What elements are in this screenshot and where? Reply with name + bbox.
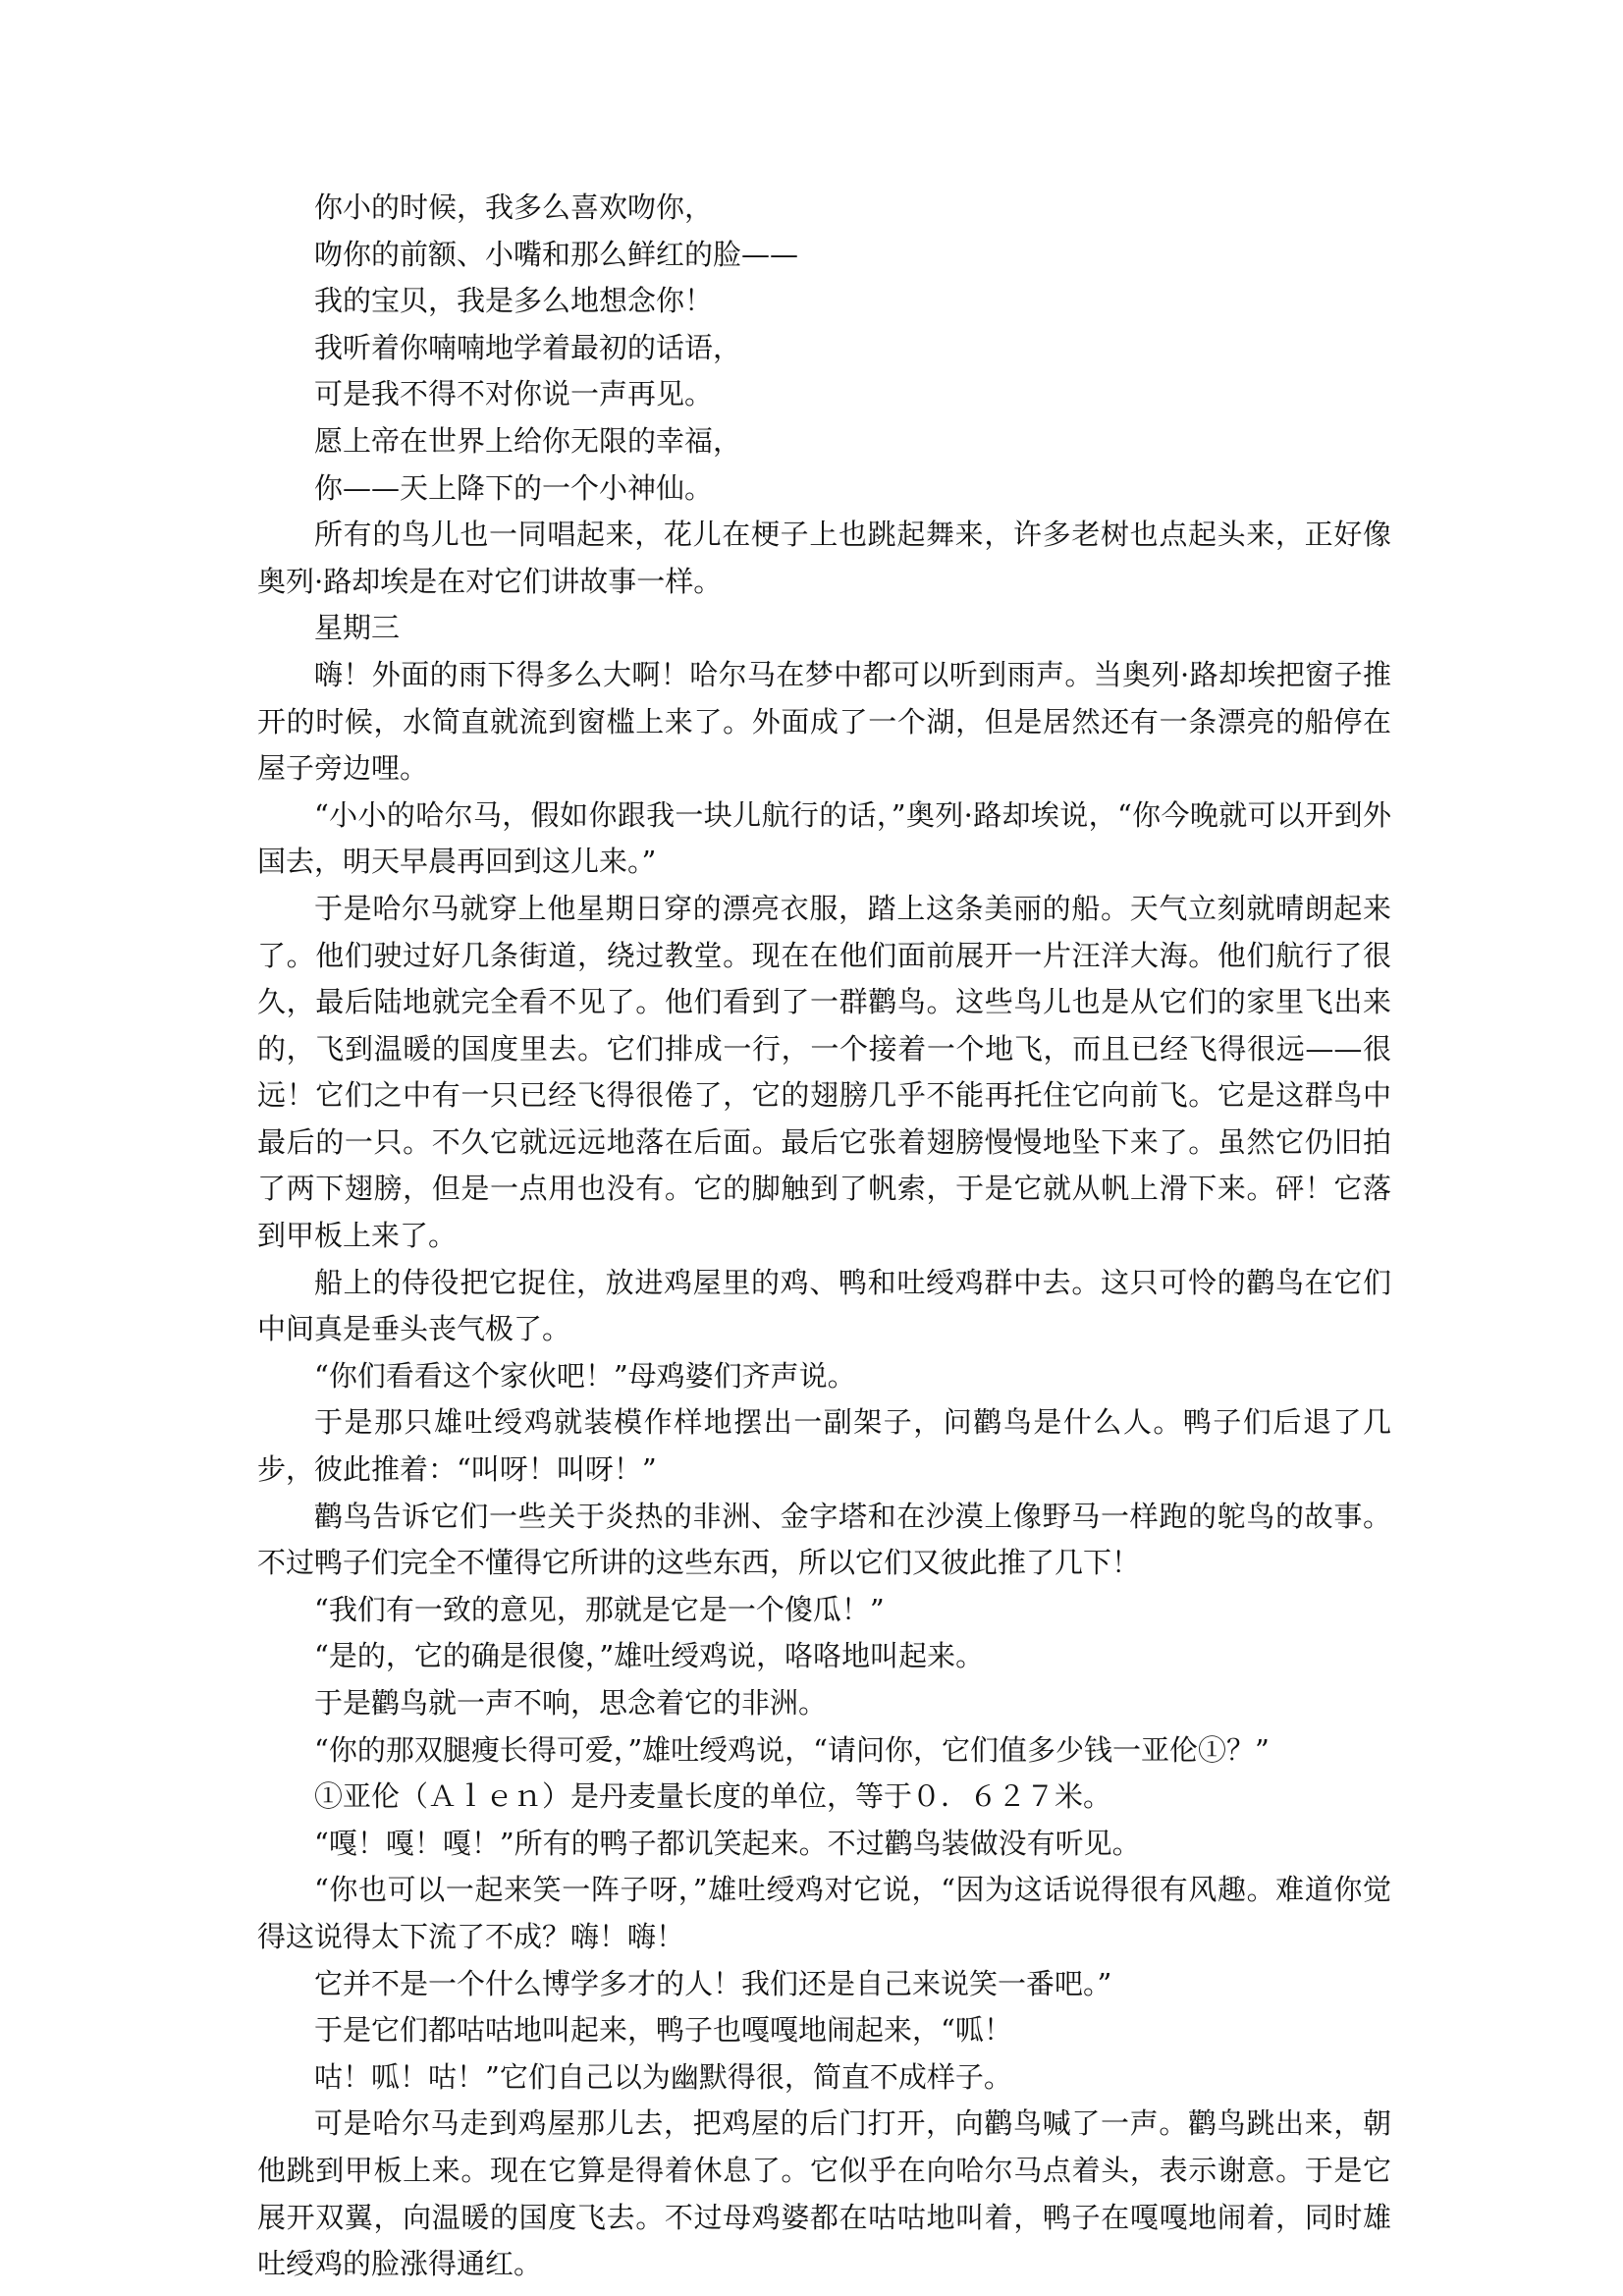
paragraph: “你也可以一起来笑一阵子呀，”雄吐绶鸡对它说，“因为这话说得很有风趣。难道你觉得这说得太下流了不成？嗨！嗨！ [257, 1873, 1391, 1953]
poem-line: 可是我不得不对你说一声再见。 [314, 377, 714, 411]
paragraph: “嘎！嘎！嘎！”所有的鸭子都讥笑起来。不过鹳鸟装做没有听见。 [314, 1826, 1141, 1860]
paragraph: 所有的鸟儿也一同唱起来，花儿在梗子上也跳起舞来，许多老树也点起头来，正好像奥列·路却埃是在对它们讲故事一样。 [257, 518, 1391, 598]
document-page [257, 185, 1391, 2288]
paragraph: 于是哈尔马就穿上他星期日穿的漂亮衣服，踏上这条美丽的船。天气立刻就晴朗起来了。他们驶过好几条街道，绕过教堂。现在在他们面前展开一片汪洋大海。他们航行了很久，最后陆地就完全看不见了。他们看到了一群鹳鸟。这些鸟儿也是从它们的家里飞出来的，飞到温暖的国度里去。它们排成一行，一个接着一个地飞，而且已经飞得很远——很远！它们之中有一只已经飞得很倦了，它的翅膀几乎不能再托住它向前飞。它是这群鸟中最后的一只。不久它就远远地落在后面。最后它张着翅膀慢慢地坠下来了。虽然它仍旧拍了两下翅膀，但是一点用也没有。它的脚触到了帆索，于是它就从帆上滑下来。砰！它落到甲板上来了。 [257, 891, 1391, 1253]
paragraph: 于是它们都咕咕地叫起来，鸭子也嘎嘎地闹起来，“呱！ [314, 2013, 1012, 2048]
poem-line: 你——天上降下的一个小神仙。 [314, 470, 714, 505]
section-heading: 星期三 [314, 611, 401, 645]
paragraph: 咕！呱！咕！”它们自己以为幽默得很，简直不成样子。 [314, 2059, 1012, 2094]
paragraph: 鹳鸟告诉它们一些关于炎热的非洲、金字塔和在沙漠上像野马一样跑的鸵鸟的故事。不过鸭子们完全不懂得它所讲的这些东西，所以它们又彼此推了几下！ [257, 1499, 1391, 1580]
poem-line: 愿上帝在世界上给你无限的幸福， [314, 423, 742, 458]
paragraph: 船上的侍役把它捉住，放进鸡屋里的鸡、鸭和吐绶鸡群中去。这只可怜的鹳鸟在它们中间真是垂头丧气极了。 [257, 1265, 1391, 1346]
paragraph: 可是哈尔马走到鸡屋那儿去，把鸡屋的后门打开，向鹳鸟喊了一声。鹳鸟跳出来，朝他跳到甲板上来。现在它算是得着休息了。它似乎在向哈尔马点着头，表示谢意。于是它展开双翼，向温暖的国度飞去。不过母鸡婆都在咕咕地叫着，鸭子在嘎嘎地闹着，同时雄吐绶鸡的脸涨得通红。 [257, 2106, 1391, 2281]
poem-line: 吻你的前额、小嘴和那么鲜红的脸—— [314, 237, 799, 271]
paragraph: “小小的哈尔马，假如你跟我一块儿航行的话，”奥列·路却埃说，“你今晚就可以开到外国去，明天早晨再回到这儿来。” [257, 797, 1391, 879]
paragraph: “你的那双腿瘦长得可爱，”雄吐绶鸡说，“请问你，它们值多少钱一亚伦①？” [314, 1732, 1270, 1767]
paragraph: 嗨！外面的雨下得多么大啊！哈尔马在梦中都可以听到雨声。当奥列·路却埃把窗子推开的时候，水简直就流到窗槛上来了。外面成了一个湖，但是居然还有一条漂亮的船停在屋子旁边哩。 [257, 657, 1391, 786]
paragraph: 于是那只雄吐绶鸡就装模作样地摆出一副架子，问鹳鸟是什么人。鸭子们后退了几步，彼此推着：“叫呀！叫呀！” [257, 1405, 1391, 1487]
poem-line: 我听着你喃喃地学着最初的话语， [314, 330, 742, 364]
paragraph: “我们有一致的意见，那就是它是一个傻瓜！” [314, 1592, 885, 1626]
paragraph: “你们看看这个家伙吧！”母鸡婆们齐声说。 [314, 1358, 856, 1393]
footnote: ①亚伦（Ａｌｅｎ）是丹麦量长度的单位，等于０．６２７米。 [314, 1779, 1112, 1814]
paragraph: 它并不是一个什么博学多才的人！我们还是自己来说笑一番吧。” [314, 1966, 1112, 2000]
poem-line: 我的宝贝，我是多么地想念你！ [314, 284, 714, 318]
paragraph: “是的，它的确是很傻，”雄吐绶鸡说，咯咯地叫起来。 [314, 1639, 985, 1673]
poem-line: 你小的时候，我多么喜欢吻你， [314, 191, 714, 224]
paragraph: 于是鹳鸟就一声不响，思念着它的非洲。 [314, 1686, 828, 1720]
